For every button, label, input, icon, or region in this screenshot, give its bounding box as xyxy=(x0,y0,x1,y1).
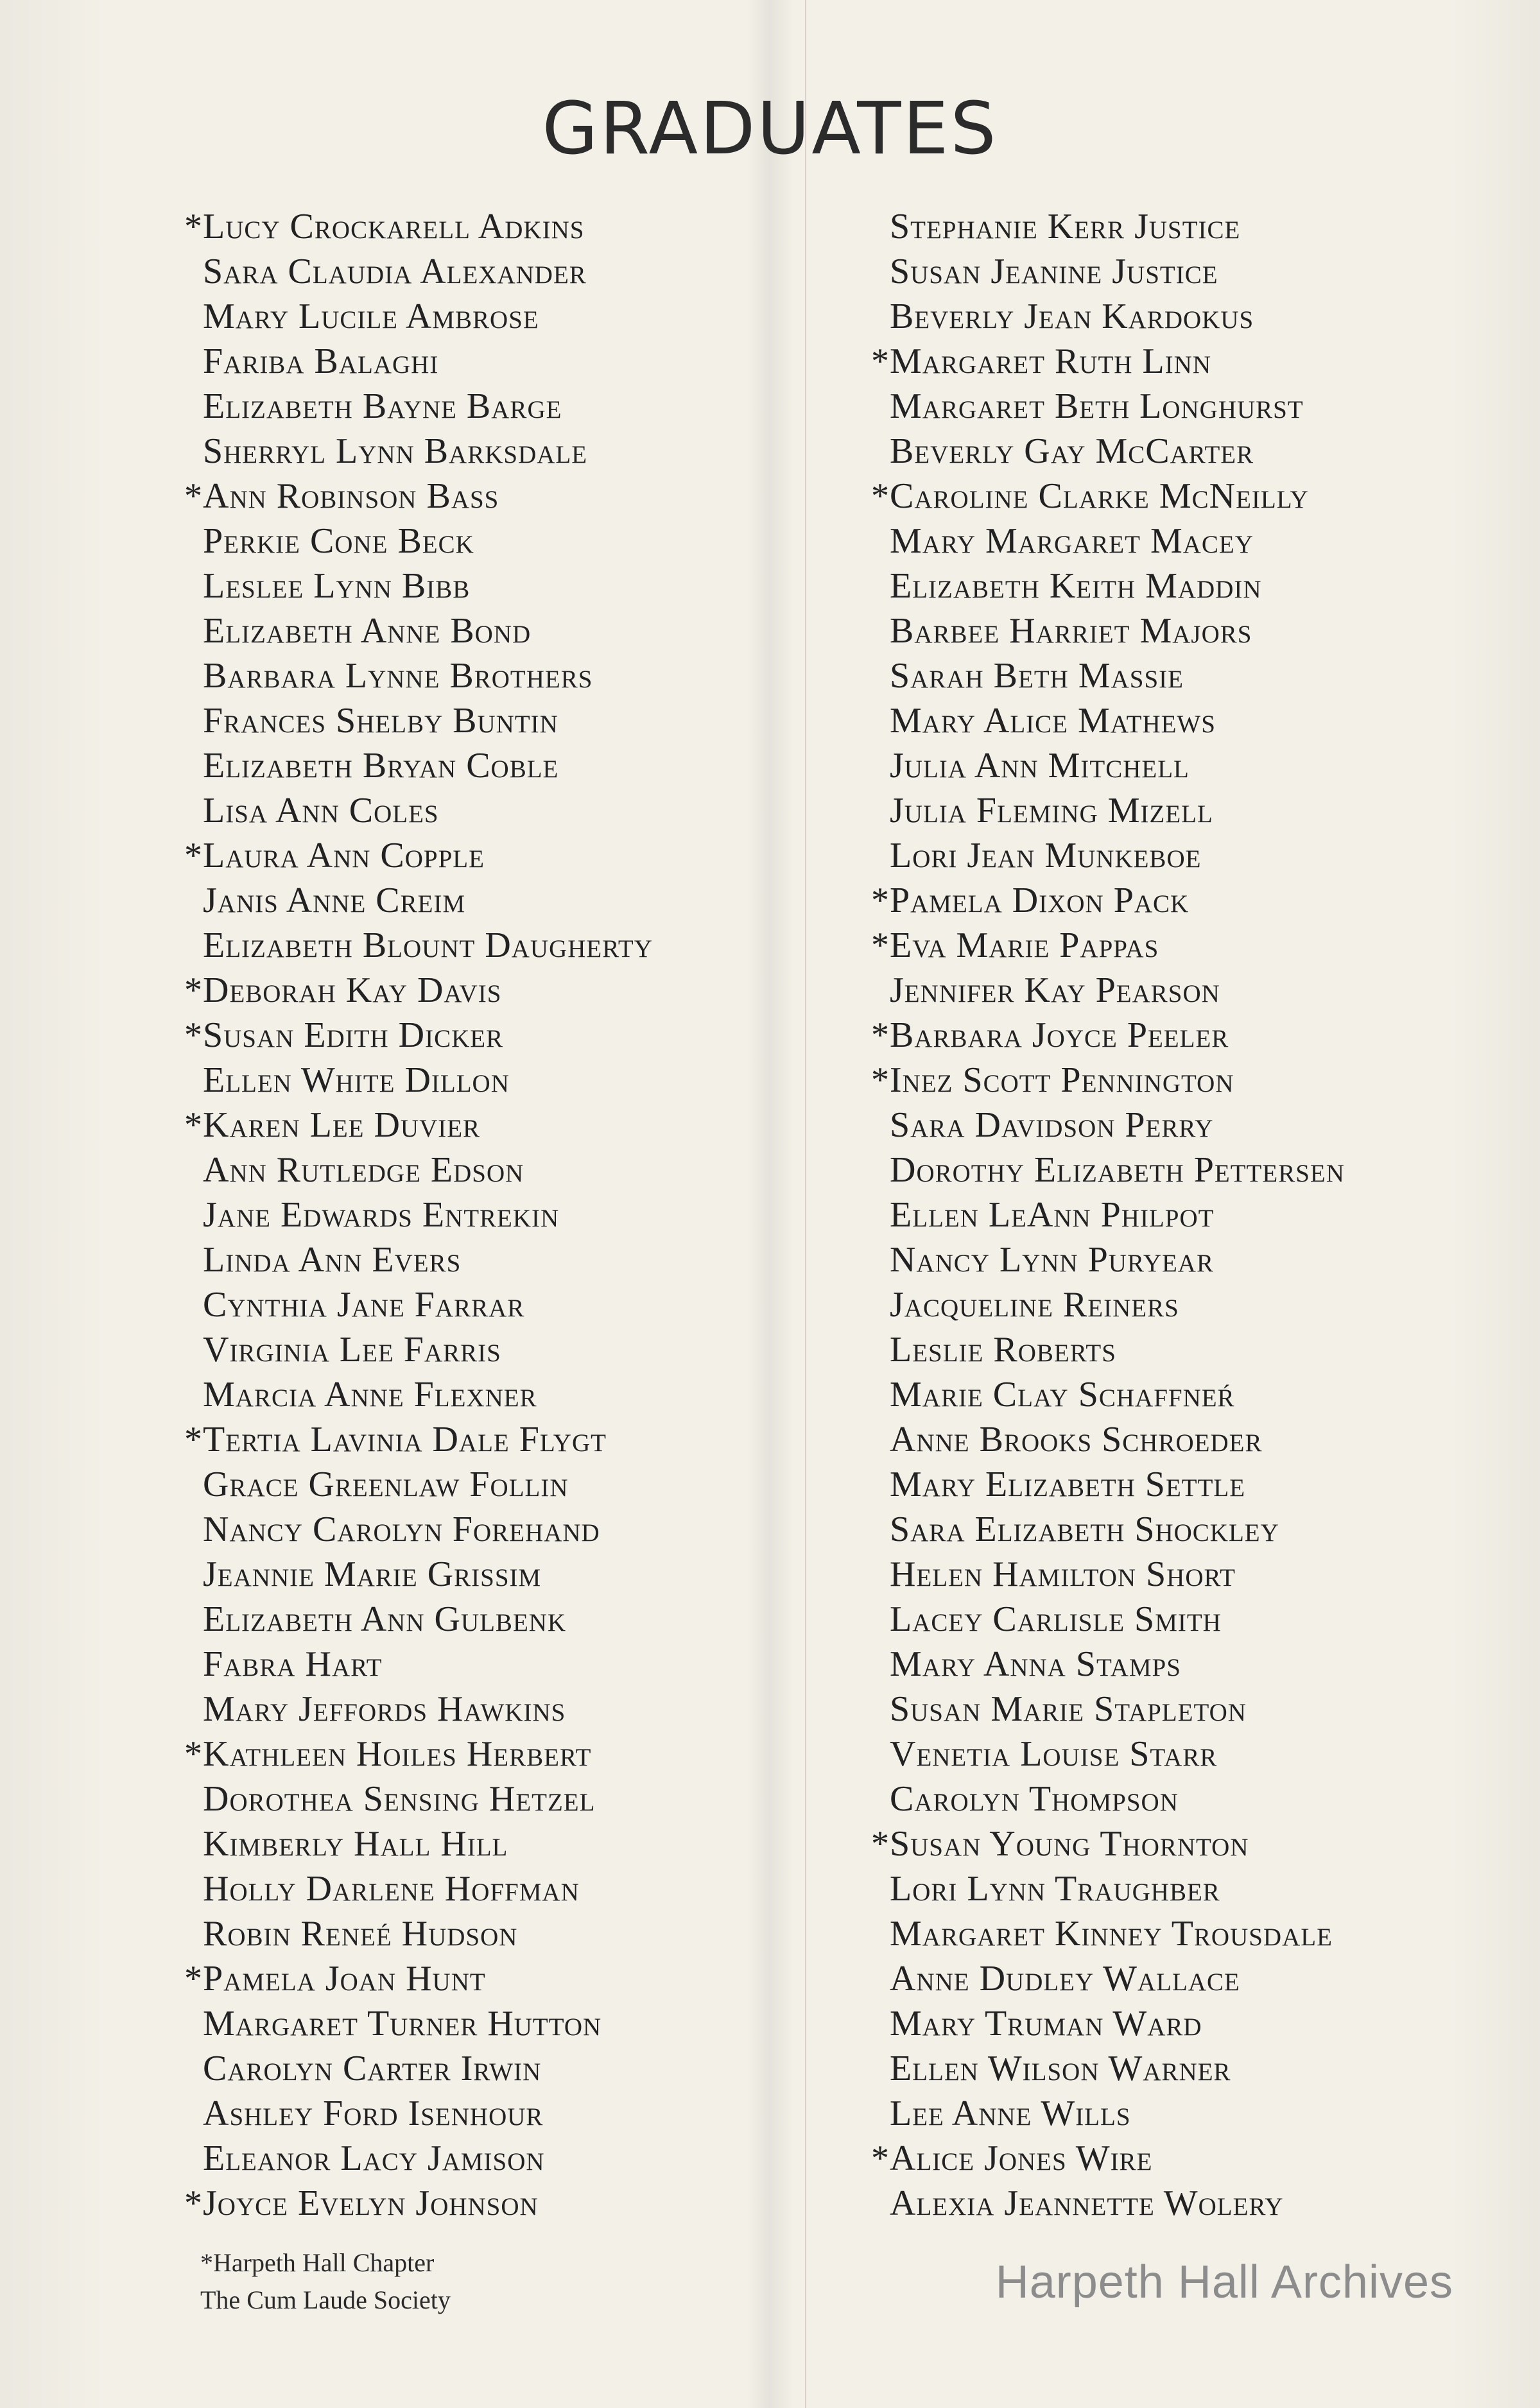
graduate-name-text: Mary Anna Stamps xyxy=(890,1644,1181,1684)
graduate-name xyxy=(867,1462,1534,1507)
graduate-name-text: Lacey Carlisle Smith xyxy=(890,1599,1222,1639)
cum-laude-marker: * xyxy=(871,476,890,516)
graduate-name-text: Elizabeth Bayne Barge xyxy=(203,386,562,426)
graduate-name-text: Helen Hamilton Short xyxy=(890,1554,1236,1594)
graduate-name xyxy=(180,1911,809,1956)
graduate-name xyxy=(180,1237,809,1282)
cum-laude-marker: * xyxy=(871,925,890,965)
graduate-name xyxy=(867,653,1534,698)
graduate-name-text: Janis Anne Creim xyxy=(203,881,466,920)
graduate-name xyxy=(180,1597,809,1642)
graduate-name-text: Mary Truman Ward xyxy=(890,2004,1202,2043)
graduate-name xyxy=(867,1552,1534,1597)
cum-laude-marker: * xyxy=(184,970,203,1010)
graduate-name xyxy=(867,1642,1534,1687)
graduate-name xyxy=(867,1597,1534,1642)
graduate-name-text: Barbee Harriet Majors xyxy=(890,611,1252,651)
cum-laude-marker: * xyxy=(184,836,203,875)
graduate-name xyxy=(867,2181,1534,2226)
graduate-name xyxy=(867,698,1534,743)
graduate-name-text: Jeannie Marie Grissim xyxy=(203,1554,542,1594)
graduate-name-text: Dorothy Elizabeth Pettersen xyxy=(890,1150,1345,1190)
graduate-name xyxy=(867,384,1534,429)
graduate-name-text: Sarah Beth Massie xyxy=(890,656,1184,696)
graduate-name-text: Leslie Roberts xyxy=(890,1330,1116,1370)
cum-laude-marker: * xyxy=(184,476,203,516)
graduate-name xyxy=(867,1192,1534,1237)
graduate-name-text: Barbara Lynne Brothers xyxy=(203,656,593,696)
graduate-name-text: Beverly Jean Kardokus xyxy=(890,297,1254,336)
graduate-name-text: Susan Young Thornton xyxy=(890,1824,1249,1864)
graduate-name xyxy=(180,1552,809,1597)
graduate-name-text: Laura Ann Copple xyxy=(203,836,485,875)
graduate-name xyxy=(867,743,1534,788)
graduate-name xyxy=(180,1507,809,1552)
footnote xyxy=(200,2244,451,2319)
graduate-name xyxy=(180,384,809,429)
graduate-name xyxy=(867,1776,1534,1821)
graduate-name xyxy=(867,1327,1534,1372)
graduate-name xyxy=(180,2181,809,2226)
graduate-name xyxy=(180,653,809,698)
graduate-name xyxy=(180,1776,809,1821)
graduate-name-text: Alice Jones Wire xyxy=(890,2138,1153,2178)
graduate-name xyxy=(180,2091,809,2136)
graduate-name xyxy=(867,1732,1534,1776)
graduate-name-text: Leslee Lynn Bibb xyxy=(203,566,471,606)
graduate-name-text: Cynthia Jane Farrar xyxy=(203,1285,525,1325)
graduate-name xyxy=(180,474,809,519)
graduate-name xyxy=(867,1372,1534,1417)
cum-laude-marker: * xyxy=(871,1824,890,1864)
graduate-name xyxy=(867,608,1534,653)
graduate-name-text: Margaret Ruth Linn xyxy=(890,341,1211,381)
page-title: GRADUATES xyxy=(542,87,998,171)
graduate-name-text: Lisa Ann Coles xyxy=(203,791,439,830)
footnote-line-1: *Harpeth Hall Chapter xyxy=(200,2248,435,2277)
graduate-name xyxy=(867,339,1534,384)
graduate-name-text: Lee Anne Wills xyxy=(890,2094,1131,2133)
graduate-name xyxy=(867,788,1534,833)
graduate-name-text: Mary Elizabeth Settle xyxy=(890,1465,1246,1504)
graduate-name-text: Elizabeth Ann Gulbenk xyxy=(203,1599,567,1639)
graduate-name xyxy=(180,294,809,339)
graduate-name-text: Mary Jeffords Hawkins xyxy=(203,1689,566,1729)
graduate-name xyxy=(180,2046,809,2091)
graduate-name xyxy=(867,1103,1534,1148)
graduate-name-text: Inez Scott Pennington xyxy=(890,1060,1234,1100)
graduate-name-text: Susan Jeanine Justice xyxy=(890,252,1218,291)
graduate-name-text: Kathleen Hoiles Herbert xyxy=(203,1734,592,1774)
graduate-name xyxy=(180,1462,809,1507)
graduate-name-text: Elizabeth Blount Daugherty xyxy=(203,925,653,965)
graduate-name xyxy=(867,519,1534,563)
graduate-name xyxy=(180,2001,809,2046)
graduate-name-text: Kimberly Hall Hill xyxy=(203,1824,508,1864)
graduate-name xyxy=(180,1013,809,1058)
graduate-name-text: Mary Alice Mathews xyxy=(890,701,1216,741)
graduate-name xyxy=(180,1956,809,2001)
graduate-name-text: Frances Shelby Buntin xyxy=(203,701,558,741)
graduate-name-text: Mary Lucile Ambrose xyxy=(203,297,539,336)
cum-laude-marker: * xyxy=(184,1734,203,1774)
graduate-name xyxy=(867,1911,1534,1956)
graduate-name xyxy=(867,2136,1534,2181)
cum-laude-marker: * xyxy=(184,2183,203,2223)
graduate-name-text: Eva Marie Pappas xyxy=(890,925,1159,965)
graduate-name-text: Holly Darlene Hoffman xyxy=(203,1869,580,1909)
graduate-name-text: Perkie Cone Beck xyxy=(203,521,474,561)
graduate-name-text: Julia Ann Mitchell xyxy=(890,746,1190,786)
graduate-name xyxy=(180,743,809,788)
graduate-name xyxy=(867,1282,1534,1327)
cum-laude-marker: * xyxy=(184,1105,203,1145)
graduate-name xyxy=(180,339,809,384)
graduate-name xyxy=(180,1103,809,1148)
graduate-name-text: Carolyn Carter Irwin xyxy=(203,2049,542,2088)
graduate-name-text: Linda Ann Evers xyxy=(203,1240,462,1280)
graduate-name xyxy=(180,519,809,563)
graduate-name xyxy=(180,1327,809,1372)
graduate-name xyxy=(180,563,809,608)
graduate-name xyxy=(867,878,1534,923)
graduate-name-text: Marie Clay Schaffneŕ xyxy=(890,1375,1235,1415)
graduate-name xyxy=(180,1732,809,1776)
graduate-name-text: Marcia Anne Flexner xyxy=(203,1375,537,1415)
graduate-name-text: Nancy Carolyn Forehand xyxy=(203,1509,600,1549)
graduate-name-text: Pamela Dixon Pack xyxy=(890,881,1190,920)
graduate-name-text: Jacqueline Reiners xyxy=(890,1285,1179,1325)
graduate-name xyxy=(867,1013,1534,1058)
graduate-name xyxy=(867,1687,1534,1732)
graduate-name-text: Robin Reneé Hudson xyxy=(203,1914,518,1954)
graduate-name-text: Dorothea Sensing Hetzel xyxy=(203,1779,596,1819)
graduate-name-text: Lori Lynn Traughber xyxy=(890,1869,1220,1909)
graduate-name xyxy=(180,1687,809,1732)
graduate-name-text: Margaret Turner Hutton xyxy=(203,2004,602,2043)
graduate-name xyxy=(180,788,809,833)
graduate-name xyxy=(867,1237,1534,1282)
cum-laude-marker: * xyxy=(184,207,203,246)
graduate-name xyxy=(867,968,1534,1013)
graduate-name-text: Caroline Clarke McNeilly xyxy=(890,476,1309,516)
graduate-name xyxy=(180,1866,809,1911)
graduate-name-text: Pamela Joan Hunt xyxy=(203,1959,486,1999)
graduate-name xyxy=(180,1372,809,1417)
graduate-name-text: Anne Dudley Wallace xyxy=(890,1959,1240,1999)
graduate-name-text: Susan Edith Dicker xyxy=(203,1015,504,1055)
graduate-name xyxy=(867,1866,1534,1911)
graduate-name xyxy=(867,1148,1534,1192)
graduate-name-text: Fariba Balaghi xyxy=(203,341,439,381)
cum-laude-marker: * xyxy=(871,2138,890,2178)
right-graduate-list xyxy=(867,204,1534,2226)
graduate-name xyxy=(180,1192,809,1237)
graduate-name xyxy=(180,923,809,968)
cum-laude-marker: * xyxy=(871,1015,890,1055)
graduate-name-text: Ellen White Dillon xyxy=(203,1060,510,1100)
graduate-name xyxy=(180,833,809,878)
graduate-name-text: Sara Elizabeth Shockley xyxy=(890,1509,1279,1549)
graduate-name-text: Mary Margaret Macey xyxy=(890,521,1254,561)
graduate-name-text: Elizabeth Keith Maddin xyxy=(890,566,1262,606)
graduate-name-text: Virginia Lee Farris xyxy=(203,1330,501,1370)
left-graduate-list xyxy=(180,204,809,2226)
graduate-name xyxy=(180,2136,809,2181)
graduate-name-text: Elizabeth Bryan Coble xyxy=(203,746,559,786)
graduate-name-text: Ann Rutledge Edson xyxy=(203,1150,524,1190)
graduate-name xyxy=(867,2046,1534,2091)
graduate-name xyxy=(180,698,809,743)
cum-laude-marker: * xyxy=(871,341,890,381)
graduate-name xyxy=(867,1956,1534,2001)
graduate-name xyxy=(867,249,1534,294)
graduate-name xyxy=(180,1821,809,1866)
graduate-name-text: Carolyn Thompson xyxy=(890,1779,1179,1819)
graduate-name xyxy=(867,2001,1534,2046)
graduate-name xyxy=(867,833,1534,878)
graduate-name xyxy=(867,1417,1534,1462)
graduate-name xyxy=(180,429,809,474)
graduate-name-text: Venetia Louise Starr xyxy=(890,1734,1218,1774)
graduate-name xyxy=(180,968,809,1013)
graduate-name-text: Beverly Gay McCarter xyxy=(890,431,1254,471)
graduate-name-text: Elizabeth Anne Bond xyxy=(203,611,532,651)
graduate-name xyxy=(867,1507,1534,1552)
graduate-name xyxy=(180,1058,809,1103)
graduate-name-text: Stephanie Kerr Justice xyxy=(890,207,1241,246)
graduate-name xyxy=(180,608,809,653)
graduate-name-text: Margaret Kinney Trousdale xyxy=(890,1914,1333,1954)
graduate-name-text: Jennifer Kay Pearson xyxy=(890,970,1220,1010)
graduate-name xyxy=(867,294,1534,339)
graduate-name-text: Margaret Beth Longhurst xyxy=(890,386,1304,426)
graduate-name-text: Ann Robinson Bass xyxy=(203,476,499,516)
graduate-name-text: Eleanor Lacy Jamison xyxy=(203,2138,545,2178)
graduate-name-text: Ashley Ford Isenhour xyxy=(203,2094,544,2133)
graduate-name-text: Deborah Kay Davis xyxy=(203,970,502,1010)
graduate-name-text: Sherryl Lynn Barksdale xyxy=(203,431,588,471)
cum-laude-marker: * xyxy=(184,1420,203,1459)
cum-laude-marker: * xyxy=(184,1959,203,1999)
graduate-name xyxy=(180,1642,809,1687)
graduate-name xyxy=(180,249,809,294)
archive-watermark: Harpeth Hall Archives xyxy=(995,2257,1453,2308)
graduate-name xyxy=(180,878,809,923)
graduate-name xyxy=(867,923,1534,968)
graduate-name-text: Lori Jean Munkeboe xyxy=(890,836,1202,875)
graduate-name-text: Jane Edwards Entrekin xyxy=(203,1195,560,1235)
footnote-line-2: The Cum Laude Society xyxy=(200,2285,451,2314)
graduate-name-text: Grace Greenlaw Follin xyxy=(203,1465,569,1504)
graduate-name xyxy=(867,563,1534,608)
graduate-name xyxy=(180,1417,809,1462)
graduate-name xyxy=(180,1148,809,1192)
graduate-name xyxy=(867,429,1534,474)
graduate-name-text: Alexia Jeannette Wolery xyxy=(890,2183,1284,2223)
graduate-name-text: Joyce Evelyn Johnson xyxy=(203,2183,539,2223)
graduate-name-text: Ellen Wilson Warner xyxy=(890,2049,1231,2088)
graduate-name xyxy=(867,204,1534,249)
graduate-name xyxy=(180,204,809,249)
graduate-name-text: Fabra Hart xyxy=(203,1644,383,1684)
graduate-name xyxy=(867,2091,1534,2136)
graduate-name-text: Julia Fleming Mizell xyxy=(890,791,1213,830)
graduate-name-text: Barbara Joyce Peeler xyxy=(890,1015,1229,1055)
graduate-name xyxy=(867,474,1534,519)
graduate-name-text: Anne Brooks Schroeder xyxy=(890,1420,1263,1459)
graduate-name-text: Sara Davidson Perry xyxy=(890,1105,1214,1145)
graduate-name-text: Tertia Lavinia Dale Flygt xyxy=(203,1420,607,1459)
graduate-name-text: Ellen LeAnn Philpot xyxy=(890,1195,1215,1235)
cum-laude-marker: * xyxy=(871,881,890,920)
graduate-name xyxy=(180,1282,809,1327)
graduate-name xyxy=(867,1821,1534,1866)
graduate-name-text: Lucy Crockarell Adkins xyxy=(203,207,585,246)
cum-laude-marker: * xyxy=(184,1015,203,1055)
graduate-name-text: Susan Marie Stapleton xyxy=(890,1689,1247,1729)
graduate-name-text: Nancy Lynn Puryear xyxy=(890,1240,1214,1280)
graduate-name-text: Sara Claudia Alexander xyxy=(203,252,587,291)
graduate-name-text: Karen Lee Duvier xyxy=(203,1105,481,1145)
cum-laude-marker: * xyxy=(871,1060,890,1100)
graduate-name xyxy=(867,1058,1534,1103)
